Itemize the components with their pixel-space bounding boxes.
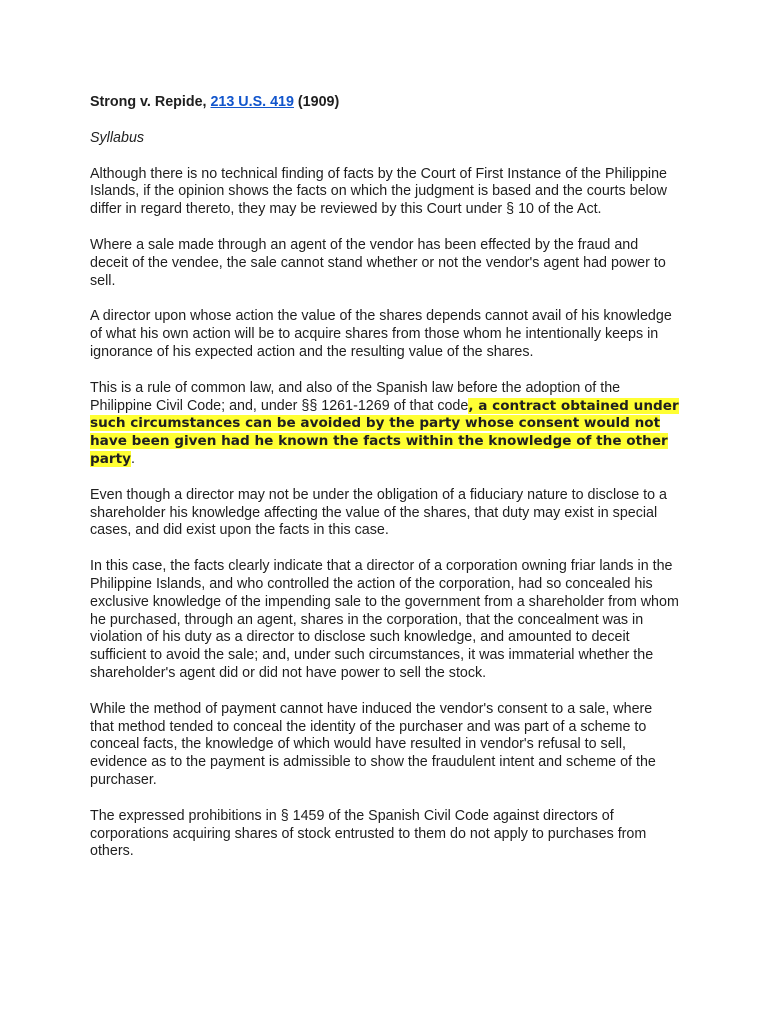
paragraph: A director upon whose action the value of the shares depends cannot avail of his knowledge of what his own action will be to acquire shares from those whom he intentionally keeps in ignorance of his expected action and the resulting value of the shares. xyxy=(90,308,672,360)
paragraph: In this case, the facts clearly indicate that a director of a corporation owning friar lands in the Philippine Islands, and who controlled the action of the corporation, had so concealed his exclusive knowledge of the impending sale to the government from a shareholder from whom he purchased, through an agent, shares in the corporation, that the concealment was in violation of his duty as a director to disclose such knowledge, and amounted to deceit sufficient to avoid the sale; and, under such circumstances, it was immaterial whether the shareholder's agent did or did not have power to sell the stock. xyxy=(90,558,679,681)
paragraph: While the method of payment cannot have induced the vendor's consent to a sale, where that method tended to conceal the identity of the purchaser and was part of a scheme to conceal facts, the knowledge of which would have resulted in vendor's refusal to sell, evidence as to the payment is admissible to show the fraudulent intent and scheme of the purchaser. xyxy=(90,700,656,788)
case-year: (1909) xyxy=(293,94,340,110)
paragraph: The expressed prohibitions in § 1459 of the Spanish Civil Code against directors of corporations acquiring shares of stock entrusted to them do not apply to purchases from others. xyxy=(90,807,647,860)
paragraph: Even though a director may not be under the obligation of a fiduciary nature to disclose to a shareholder his knowledge affecting the value of the shares, that duty may exist in special cases, and did exist upon the facts in this case. xyxy=(90,486,667,539)
highlighted-paragraph xyxy=(90,380,680,469)
highlighted-text: , a contract obtained under such circumstances can be avoided by the party whose consent would not have been given had he known the facts within the knowledge of the other party xyxy=(90,397,679,467)
paragraph-text: This is a rule of common law, and also of the Spanish law before the adoption of the Philippine Civil Code; and, under §§ 1261-1269 of that code xyxy=(90,379,621,414)
case-title xyxy=(90,94,680,112)
paragraph: Where a sale made through an agent of the vendor has been effected by the fraud and deceit of the vendee, the sale cannot stand whether or not the vendor's agent had power to sell. xyxy=(90,236,666,289)
section-heading: Syllabus xyxy=(90,129,145,146)
case-name: Strong v. Repide, xyxy=(90,94,211,110)
paragraph: Although there is no technical finding of facts by the Court of First Instance of the Philippine Islands, if the opinion shows the facts on which the judgment is based and the courts below differ in regard thereto, they may be reviewed by this Court under § 10 of the Act. xyxy=(90,165,667,218)
paragraph-text-end: . xyxy=(130,450,135,467)
citation-link[interactable]: 213 U.S. 419 xyxy=(210,94,294,110)
